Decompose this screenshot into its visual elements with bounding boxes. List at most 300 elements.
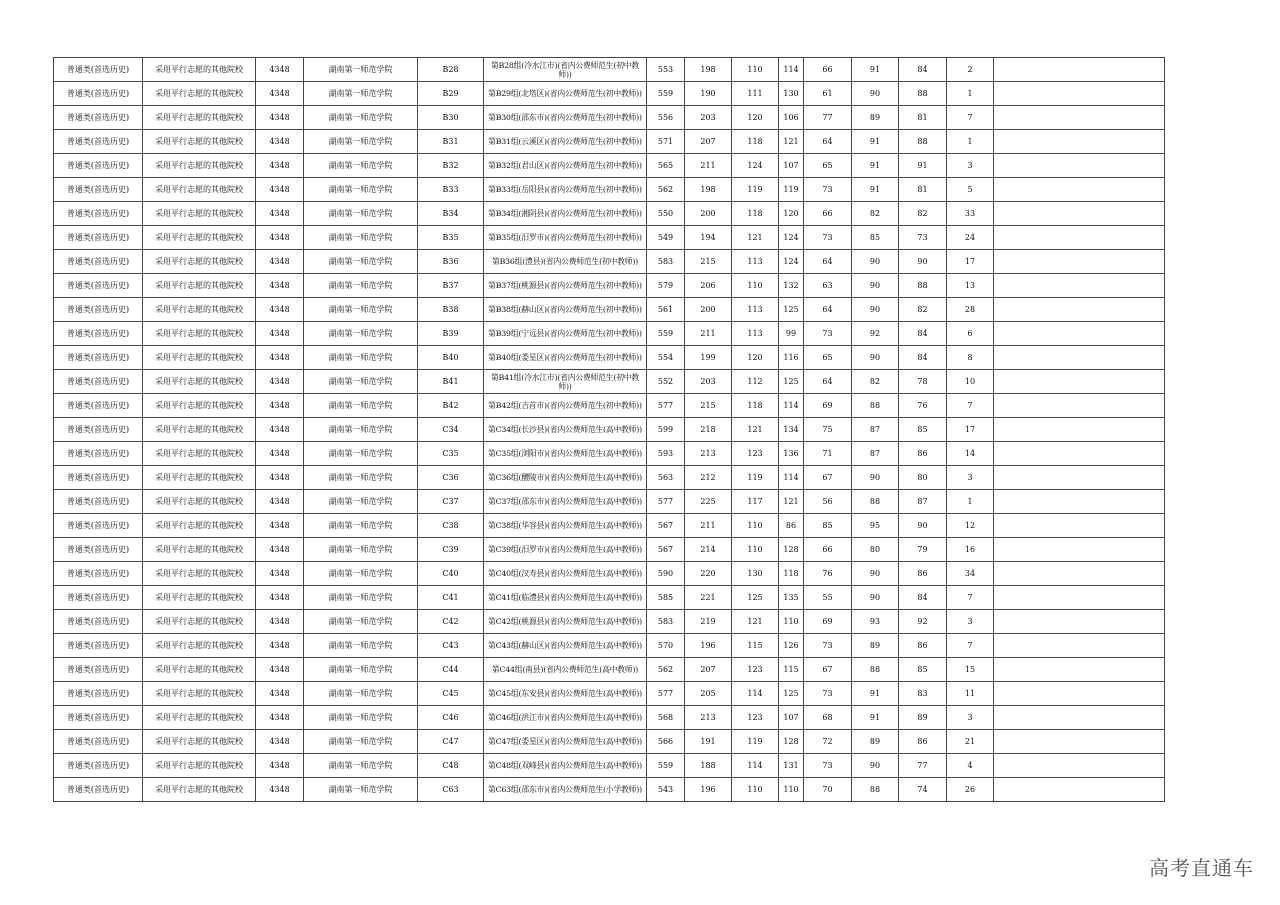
- table-cell: B34: [418, 202, 484, 226]
- table-cell: 91: [852, 130, 899, 154]
- table-cell: 110: [732, 538, 779, 562]
- table-cell: 110: [732, 514, 779, 538]
- table-cell: 196: [685, 778, 732, 802]
- table-cell: 采用平行志愿的其他院校: [143, 322, 256, 346]
- table-cell: 113: [732, 298, 779, 322]
- table-cell: 190: [685, 82, 732, 106]
- table-cell: 119: [732, 466, 779, 490]
- table-row: [54, 466, 1165, 490]
- table-cell: C47: [418, 730, 484, 754]
- table-cell: 普通类(首选历史): [54, 178, 143, 202]
- table-cell: 562: [647, 658, 685, 682]
- table-cell: 107: [779, 706, 804, 730]
- table-cell: 134: [779, 418, 804, 442]
- table-cell: 78: [899, 370, 947, 394]
- table-cell: 普通类(首选历史): [54, 634, 143, 658]
- table-cell: 采用平行志愿的其他院校: [143, 394, 256, 418]
- table-cell: 61: [804, 82, 852, 106]
- table-cell: 湖南第一师范学院: [304, 274, 418, 298]
- table-cell: 采用平行志愿的其他院校: [143, 130, 256, 154]
- table-cell: 570: [647, 634, 685, 658]
- table-cell: 1: [947, 130, 994, 154]
- table-cell: 湖南第一师范学院: [304, 370, 418, 394]
- table-row: [54, 274, 1165, 298]
- table-cell: 湖南第一师范学院: [304, 394, 418, 418]
- table-cell: [994, 466, 1165, 490]
- table-cell: 第B37组(桃源县)(省内公费师范生(初中教师)): [484, 274, 647, 298]
- table-cell: 561: [647, 298, 685, 322]
- table-row: [54, 610, 1165, 634]
- table-row: [54, 442, 1165, 466]
- table-cell: B40: [418, 346, 484, 370]
- table-cell: 第B38组(赫山区)(省内公费师范生(初中教师)): [484, 298, 647, 322]
- table-cell: 4348: [256, 154, 304, 178]
- table-cell: 56: [804, 490, 852, 514]
- table-cell: [994, 562, 1165, 586]
- table-cell: 普通类(首选历史): [54, 562, 143, 586]
- table-cell: 1: [947, 490, 994, 514]
- table-cell: 第B42组(吉首市)(省内公费师范生(初中教师)): [484, 394, 647, 418]
- table-row: [54, 130, 1165, 154]
- table-cell: 75: [804, 418, 852, 442]
- table-cell: 126: [779, 634, 804, 658]
- table-cell: 普通类(首选历史): [54, 490, 143, 514]
- table-row: [54, 658, 1165, 682]
- table-cell: 采用平行志愿的其他院校: [143, 226, 256, 250]
- table-cell: [994, 106, 1165, 130]
- table-cell: [994, 370, 1165, 394]
- table-cell: 4348: [256, 298, 304, 322]
- table-cell: 4348: [256, 514, 304, 538]
- table-cell: 125: [779, 298, 804, 322]
- table-cell: 普通类(首选历史): [54, 514, 143, 538]
- table-cell: 121: [732, 418, 779, 442]
- table-cell: 211: [685, 514, 732, 538]
- table-cell: 2: [947, 58, 994, 82]
- table-cell: 4348: [256, 466, 304, 490]
- table-cell: 湖南第一师范学院: [304, 178, 418, 202]
- table-cell: 64: [804, 250, 852, 274]
- table-cell: 普通类(首选历史): [54, 58, 143, 82]
- table-cell: 普通类(首选历史): [54, 610, 143, 634]
- table-cell: 第B32组(君山区)(省内公费师范生(初中教师)): [484, 154, 647, 178]
- table-cell: 湖南第一师范学院: [304, 514, 418, 538]
- table-cell: 10: [947, 370, 994, 394]
- table-cell: 湖南第一师范学院: [304, 610, 418, 634]
- table-row: [54, 586, 1165, 610]
- table-cell: 7: [947, 634, 994, 658]
- table-cell: B30: [418, 106, 484, 130]
- table-cell: 采用平行志愿的其他院校: [143, 562, 256, 586]
- table-cell: 7: [947, 394, 994, 418]
- table-cell: 119: [732, 178, 779, 202]
- table-body: [54, 58, 1165, 802]
- table-cell: 68: [804, 706, 852, 730]
- table-cell: 24: [947, 226, 994, 250]
- table-cell: 117: [732, 490, 779, 514]
- table-cell: 590: [647, 562, 685, 586]
- table-cell: 普通类(首选历史): [54, 82, 143, 106]
- table-cell: 85: [804, 514, 852, 538]
- table-cell: 73: [899, 226, 947, 250]
- table-cell: 普通类(首选历史): [54, 250, 143, 274]
- table-cell: 7: [947, 586, 994, 610]
- table-cell: 90: [852, 82, 899, 106]
- table-cell: 585: [647, 586, 685, 610]
- table-cell: 湖南第一师范学院: [304, 154, 418, 178]
- table-cell: 采用平行志愿的其他院校: [143, 442, 256, 466]
- table-cell: 湖南第一师范学院: [304, 298, 418, 322]
- table-cell: B41: [418, 370, 484, 394]
- table-cell: 90: [852, 250, 899, 274]
- table-cell: 196: [685, 634, 732, 658]
- table-cell: 121: [732, 226, 779, 250]
- table-cell: 65: [804, 346, 852, 370]
- table-cell: 11: [947, 682, 994, 706]
- table-cell: 198: [685, 58, 732, 82]
- table-row: [54, 202, 1165, 226]
- table-cell: 15: [947, 658, 994, 682]
- table-cell: 84: [899, 58, 947, 82]
- table-cell: [994, 538, 1165, 562]
- table-row: [54, 106, 1165, 130]
- table-cell: 563: [647, 466, 685, 490]
- table-row: [54, 706, 1165, 730]
- table-cell: C36: [418, 466, 484, 490]
- table-cell: 采用平行志愿的其他院校: [143, 586, 256, 610]
- table-cell: 90: [852, 298, 899, 322]
- table-cell: 4348: [256, 82, 304, 106]
- table-cell: 普通类(首选历史): [54, 226, 143, 250]
- table-cell: 4348: [256, 178, 304, 202]
- table-cell: 第C45组(东安县)(省内公费师范生(高中教师)): [484, 682, 647, 706]
- table-cell: 218: [685, 418, 732, 442]
- table-cell: [994, 346, 1165, 370]
- table-cell: 7: [947, 106, 994, 130]
- table-cell: 普通类(首选历史): [54, 778, 143, 802]
- table-cell: 110: [732, 274, 779, 298]
- table-cell: 207: [685, 658, 732, 682]
- table-cell: B38: [418, 298, 484, 322]
- table-cell: 83: [899, 682, 947, 706]
- table-cell: 76: [804, 562, 852, 586]
- table-cell: 采用平行志愿的其他院校: [143, 58, 256, 82]
- table-cell: C46: [418, 706, 484, 730]
- table-cell: 采用平行志愿的其他院校: [143, 418, 256, 442]
- table-cell: 普通类(首选历史): [54, 538, 143, 562]
- table-cell: 普通类(首选历史): [54, 202, 143, 226]
- table-cell: 21: [947, 730, 994, 754]
- table-cell: 205: [685, 682, 732, 706]
- table-cell: C42: [418, 610, 484, 634]
- table-cell: 99: [779, 322, 804, 346]
- table-cell: 130: [732, 562, 779, 586]
- table-cell: 13: [947, 274, 994, 298]
- table-cell: C63: [418, 778, 484, 802]
- table-cell: C39: [418, 538, 484, 562]
- table-cell: 81: [899, 178, 947, 202]
- table-cell: [994, 514, 1165, 538]
- table-row: [54, 154, 1165, 178]
- table-cell: 77: [899, 754, 947, 778]
- table-cell: C48: [418, 754, 484, 778]
- table-cell: 第B41组(冷水江市)(省内公费师范生(初中教师)): [484, 370, 647, 394]
- table-cell: 125: [779, 370, 804, 394]
- table-cell: 89: [899, 706, 947, 730]
- table-cell: [994, 298, 1165, 322]
- table-cell: 212: [685, 466, 732, 490]
- table-cell: 普通类(首选历史): [54, 130, 143, 154]
- table-cell: 82: [852, 370, 899, 394]
- table-cell: 131: [779, 754, 804, 778]
- table-cell: 采用平行志愿的其他院校: [143, 730, 256, 754]
- table-cell: 第C41组(临澧县)(省内公费师范生(高中教师)): [484, 586, 647, 610]
- table-cell: 14: [947, 442, 994, 466]
- table-cell: 88: [852, 658, 899, 682]
- table-row: [54, 514, 1165, 538]
- table-cell: 湖南第一师范学院: [304, 82, 418, 106]
- table-cell: 4348: [256, 130, 304, 154]
- table-cell: 4348: [256, 370, 304, 394]
- table-cell: 565: [647, 154, 685, 178]
- table-cell: 113: [732, 250, 779, 274]
- table-cell: C45: [418, 682, 484, 706]
- table-cell: 107: [779, 154, 804, 178]
- table-cell: 湖南第一师范学院: [304, 706, 418, 730]
- table-row: [54, 538, 1165, 562]
- table-cell: 第C35组(浏阳市)(省内公费师范生(高中教师)): [484, 442, 647, 466]
- table-cell: 第B39组(宁远县)(省内公费师范生(初中教师)): [484, 322, 647, 346]
- table-row: [54, 58, 1165, 82]
- table-cell: 普通类(首选历史): [54, 442, 143, 466]
- table-cell: 577: [647, 682, 685, 706]
- table-cell: 87: [852, 418, 899, 442]
- table-cell: 194: [685, 226, 732, 250]
- table-cell: 3: [947, 706, 994, 730]
- table-cell: 123: [732, 706, 779, 730]
- table-cell: 第C36组(醴陵市)(省内公费师范生(高中教师)): [484, 466, 647, 490]
- table-cell: 5: [947, 178, 994, 202]
- table-cell: 3: [947, 466, 994, 490]
- table-cell: 湖南第一师范学院: [304, 346, 418, 370]
- table-cell: 110: [732, 58, 779, 82]
- table-cell: 4348: [256, 658, 304, 682]
- table-cell: [994, 202, 1165, 226]
- table-row: [54, 226, 1165, 250]
- table-row: [54, 562, 1165, 586]
- table-cell: 第C37组(邵东市)(省内公费师范生(高中教师)): [484, 490, 647, 514]
- table-cell: 111: [732, 82, 779, 106]
- table-cell: 203: [685, 106, 732, 130]
- table-cell: 4348: [256, 634, 304, 658]
- table-cell: [994, 490, 1165, 514]
- table-cell: 湖南第一师范学院: [304, 418, 418, 442]
- table-cell: 73: [804, 322, 852, 346]
- table-row: [54, 322, 1165, 346]
- table-cell: [994, 418, 1165, 442]
- table-cell: 124: [779, 226, 804, 250]
- table-cell: [994, 754, 1165, 778]
- table-cell: B35: [418, 226, 484, 250]
- table-cell: 湖南第一师范学院: [304, 562, 418, 586]
- table-cell: 6: [947, 322, 994, 346]
- table-cell: 220: [685, 562, 732, 586]
- table-cell: 215: [685, 250, 732, 274]
- table-cell: 64: [804, 298, 852, 322]
- table-cell: 4348: [256, 418, 304, 442]
- table-cell: 85: [899, 658, 947, 682]
- table-cell: 采用平行志愿的其他院校: [143, 346, 256, 370]
- table-cell: 4348: [256, 610, 304, 634]
- table-cell: 82: [899, 202, 947, 226]
- table-cell: 130: [779, 82, 804, 106]
- table-cell: 567: [647, 538, 685, 562]
- table-cell: 203: [685, 370, 732, 394]
- table-cell: [994, 274, 1165, 298]
- table-cell: [994, 58, 1165, 82]
- table-cell: 普通类(首选历史): [54, 682, 143, 706]
- table-cell: 123: [732, 442, 779, 466]
- table-cell: 86: [899, 634, 947, 658]
- table-cell: 4348: [256, 706, 304, 730]
- table-cell: 湖南第一师范学院: [304, 754, 418, 778]
- table-cell: 第C40组(汉寿县)(省内公费师范生(高中教师)): [484, 562, 647, 586]
- table-cell: 12: [947, 514, 994, 538]
- table-cell: 采用平行志愿的其他院校: [143, 490, 256, 514]
- table-cell: 118: [732, 130, 779, 154]
- table-cell: 73: [804, 226, 852, 250]
- table-cell: 64: [804, 370, 852, 394]
- table-cell: C34: [418, 418, 484, 442]
- table-cell: 普通类(首选历史): [54, 394, 143, 418]
- table-cell: [994, 322, 1165, 346]
- table-cell: 583: [647, 610, 685, 634]
- table-cell: 91: [852, 178, 899, 202]
- table-cell: 普通类(首选历史): [54, 706, 143, 730]
- table-cell: 136: [779, 442, 804, 466]
- table-cell: 4: [947, 754, 994, 778]
- table-cell: C38: [418, 514, 484, 538]
- table-cell: [994, 250, 1165, 274]
- table-cell: 577: [647, 490, 685, 514]
- table-cell: 第B33组(岳阳县)(省内公费师范生(初中教师)): [484, 178, 647, 202]
- table-cell: 采用平行志愿的其他院校: [143, 106, 256, 130]
- table-cell: 577: [647, 394, 685, 418]
- table-cell: 采用平行志愿的其他院校: [143, 466, 256, 490]
- table-cell: 90: [852, 562, 899, 586]
- table-cell: 91: [852, 682, 899, 706]
- table-cell: 湖南第一师范学院: [304, 658, 418, 682]
- table-cell: 33: [947, 202, 994, 226]
- table-cell: 8: [947, 346, 994, 370]
- table-cell: 568: [647, 706, 685, 730]
- table-cell: 55: [804, 586, 852, 610]
- table-cell: C40: [418, 562, 484, 586]
- table-row: [54, 394, 1165, 418]
- table-cell: 120: [732, 106, 779, 130]
- table-cell: 第C44组(南县)(省内公费师范生(高中教师)): [484, 658, 647, 682]
- table-cell: 82: [899, 298, 947, 322]
- table-cell: 普通类(首选历史): [54, 658, 143, 682]
- table-cell: 34: [947, 562, 994, 586]
- table-cell: [994, 394, 1165, 418]
- table-cell: 188: [685, 754, 732, 778]
- table-cell: 567: [647, 514, 685, 538]
- table-row: [54, 346, 1165, 370]
- table-cell: 湖南第一师范学院: [304, 730, 418, 754]
- table-cell: 121: [779, 130, 804, 154]
- table-cell: 普通类(首选历史): [54, 370, 143, 394]
- table-cell: 67: [804, 466, 852, 490]
- table-cell: 88: [899, 130, 947, 154]
- table-cell: [994, 130, 1165, 154]
- table-cell: 112: [732, 370, 779, 394]
- table-cell: 118: [779, 562, 804, 586]
- table-cell: [994, 730, 1165, 754]
- table-cell: 采用平行志愿的其他院校: [143, 610, 256, 634]
- table-cell: 86: [899, 730, 947, 754]
- table-row: [54, 178, 1165, 202]
- table-cell: 211: [685, 154, 732, 178]
- table-cell: 128: [779, 730, 804, 754]
- table-cell: 湖南第一师范学院: [304, 130, 418, 154]
- table-cell: 110: [779, 610, 804, 634]
- table-cell: 90: [852, 754, 899, 778]
- table-cell: [994, 226, 1165, 250]
- table-cell: 93: [852, 610, 899, 634]
- table-cell: C35: [418, 442, 484, 466]
- table-cell: 普通类(首选历史): [54, 466, 143, 490]
- table-cell: 553: [647, 58, 685, 82]
- table-cell: 普通类(首选历史): [54, 106, 143, 130]
- table-cell: 132: [779, 274, 804, 298]
- table-row: [54, 778, 1165, 802]
- table-cell: 26: [947, 778, 994, 802]
- table-cell: 4348: [256, 250, 304, 274]
- table-cell: 593: [647, 442, 685, 466]
- table-cell: 556: [647, 106, 685, 130]
- table-cell: 89: [852, 106, 899, 130]
- table-cell: 225: [685, 490, 732, 514]
- table-cell: 120: [779, 202, 804, 226]
- table-cell: 114: [779, 58, 804, 82]
- table-cell: 普通类(首选历史): [54, 274, 143, 298]
- table-cell: 28: [947, 298, 994, 322]
- table-cell: 86: [779, 514, 804, 538]
- table-cell: 106: [779, 106, 804, 130]
- table-cell: 湖南第一师范学院: [304, 202, 418, 226]
- table-cell: 第B31组(云溪区)(省内公费师范生(初中教师)): [484, 130, 647, 154]
- table-cell: 采用平行志愿的其他院校: [143, 202, 256, 226]
- table-cell: B39: [418, 322, 484, 346]
- table-cell: 69: [804, 610, 852, 634]
- table-cell: 121: [732, 610, 779, 634]
- table-cell: 84: [899, 586, 947, 610]
- table-cell: 采用平行志愿的其他院校: [143, 706, 256, 730]
- table-cell: 第C39组(汨罗市)(省内公费师范生(高中教师)): [484, 538, 647, 562]
- table-cell: C37: [418, 490, 484, 514]
- table-cell: 湖南第一师范学院: [304, 634, 418, 658]
- table-row: [54, 730, 1165, 754]
- table-row: [54, 490, 1165, 514]
- table-row: [54, 250, 1165, 274]
- table-cell: 74: [899, 778, 947, 802]
- table-cell: 第B28组(冷水江市)(省内公费师范生(初中教师)): [484, 58, 647, 82]
- table-cell: B37: [418, 274, 484, 298]
- table-cell: 72: [804, 730, 852, 754]
- table-cell: 第C63组(邵东市)(省内公费师范生(小学教师)): [484, 778, 647, 802]
- table-cell: C43: [418, 634, 484, 658]
